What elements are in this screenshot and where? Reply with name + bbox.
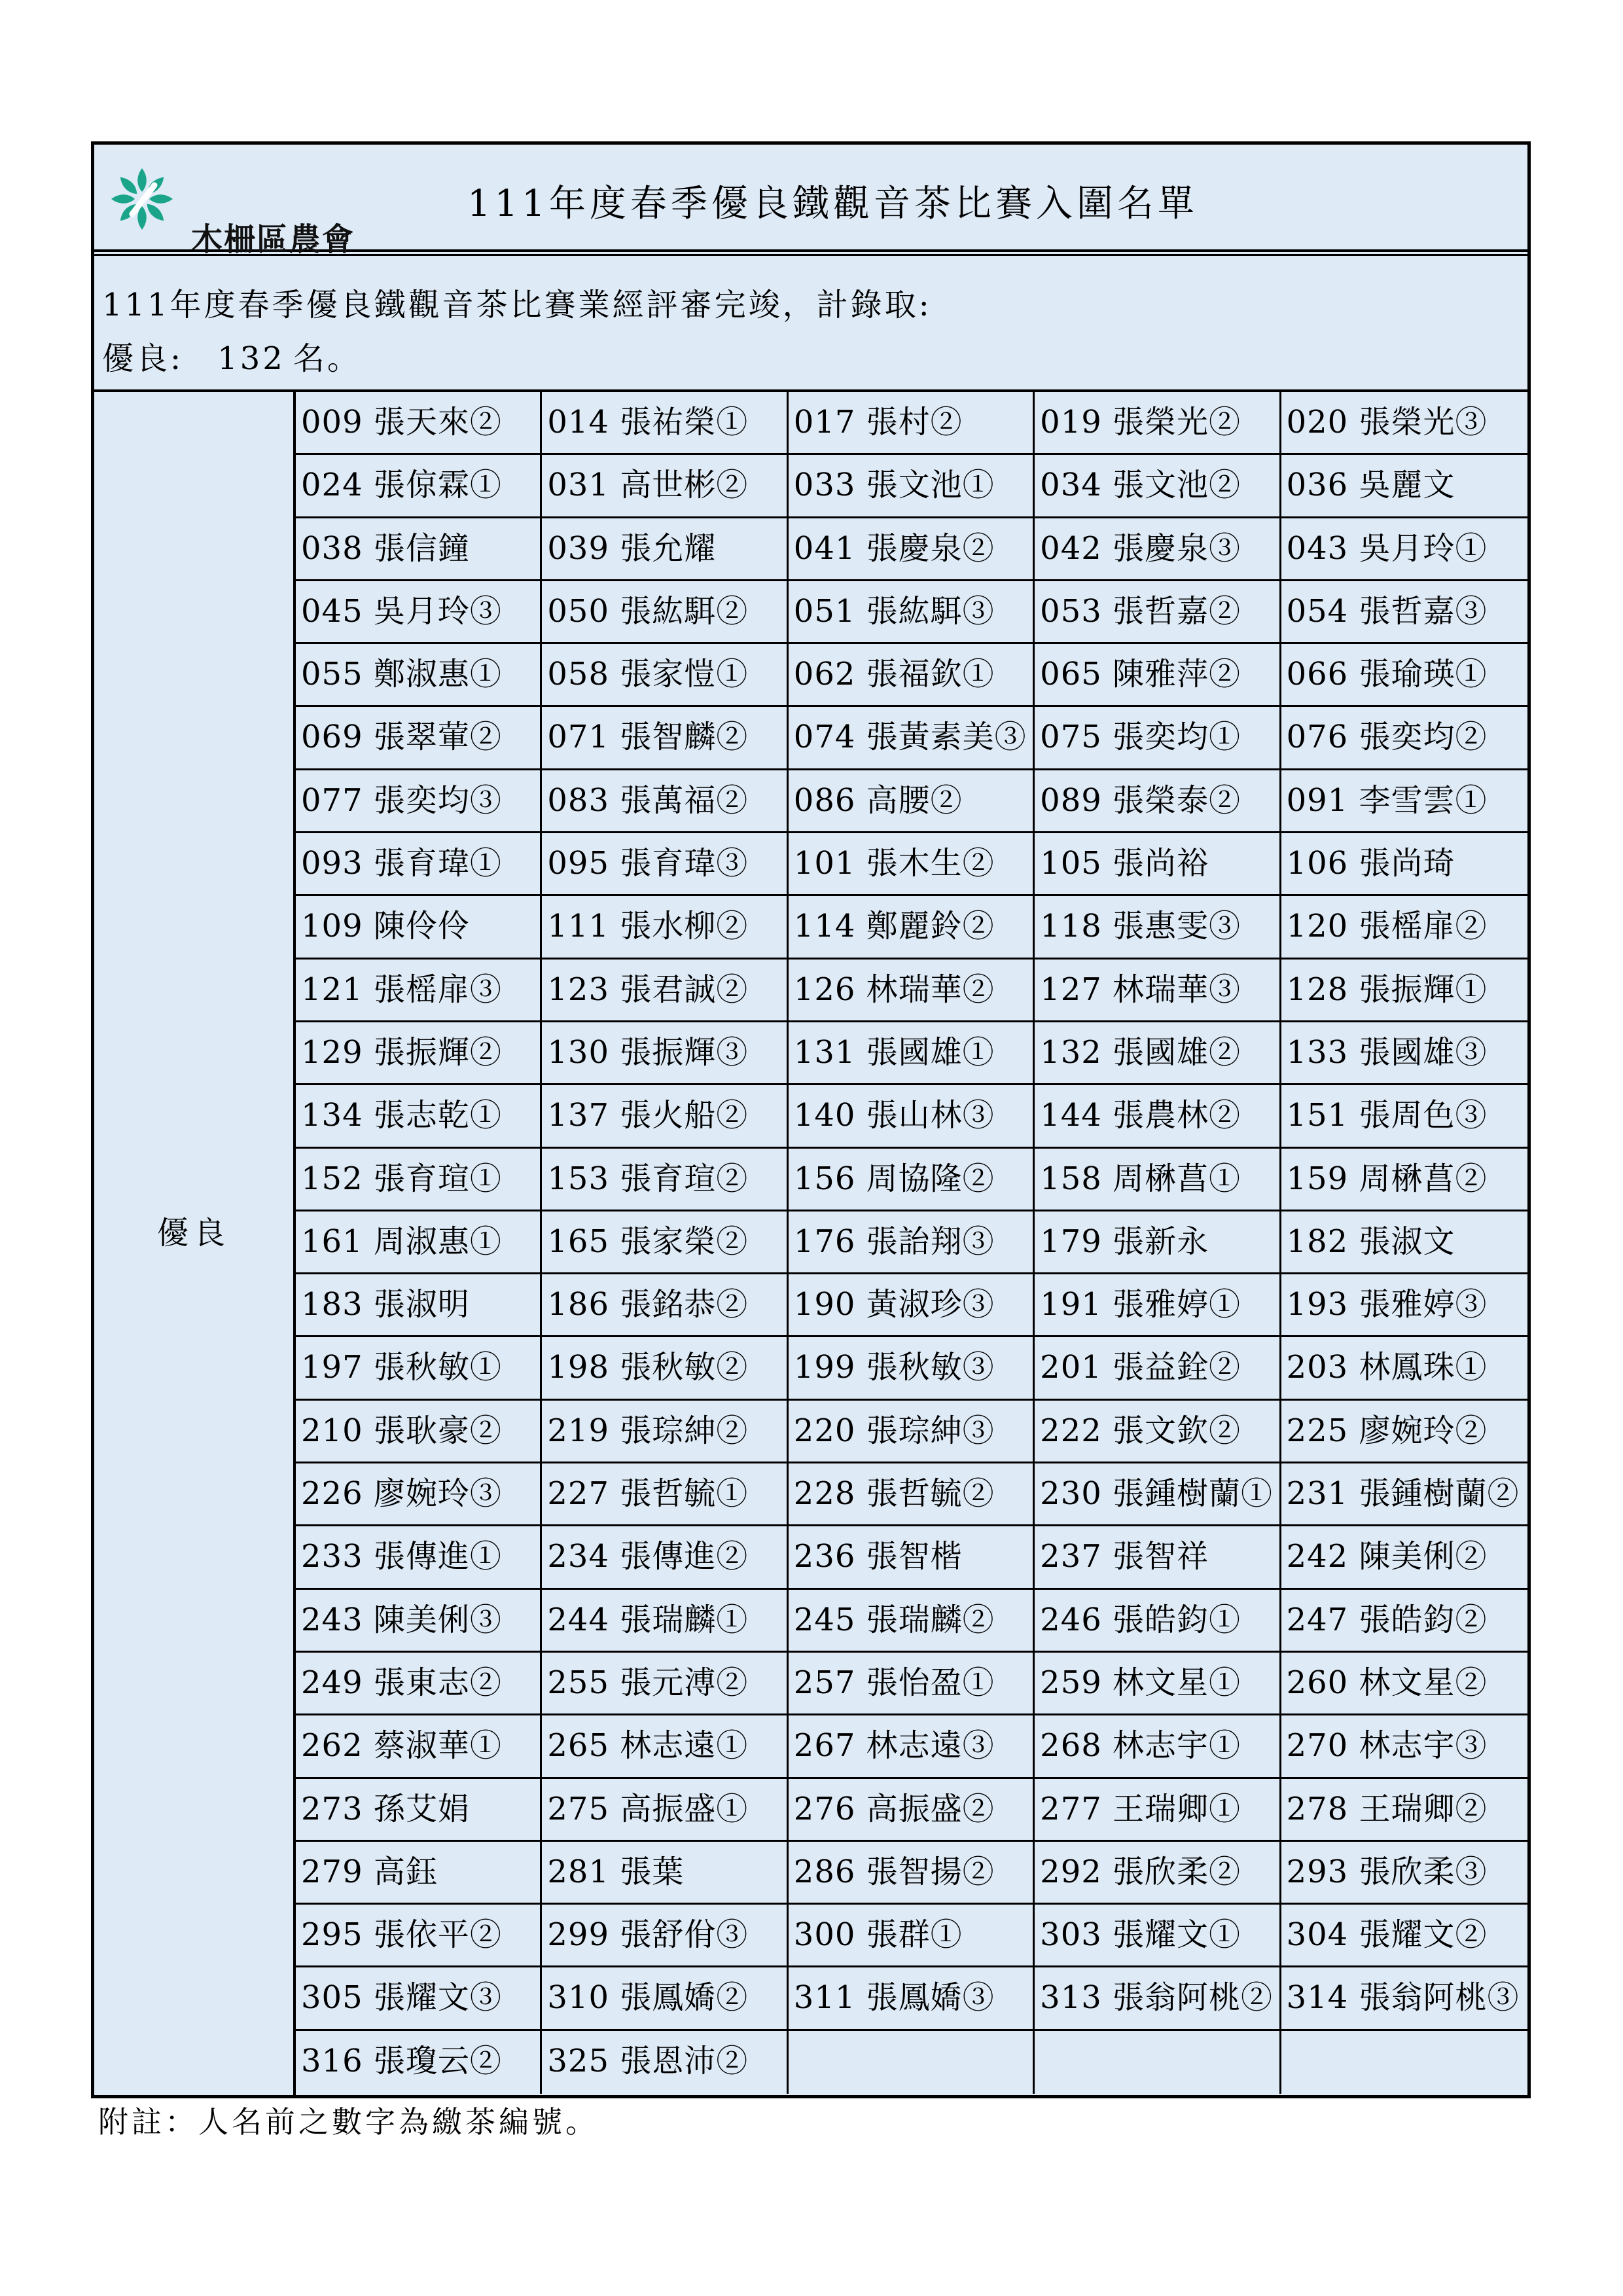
table-row xyxy=(296,896,1527,959)
entry-cell xyxy=(1281,2031,1527,2094)
entry-cell: 017 張村② xyxy=(789,392,1035,453)
table-row xyxy=(296,1779,1527,1842)
entry-cell: 219 張琮紳② xyxy=(542,1401,788,1462)
entry-cell: 293 張欣柔③ xyxy=(1286,1853,1488,1890)
entry-cell: 045 吳月玲③ xyxy=(296,581,542,642)
award-summary xyxy=(102,333,361,378)
entry-cell: 176 張詒翔③ xyxy=(789,1211,1035,1272)
table-row xyxy=(296,2031,1527,2094)
entry-cell: 121 張榣扉③ xyxy=(296,960,542,1020)
entry-cell: 279 高鈺 xyxy=(296,1842,542,1903)
table-row xyxy=(296,960,1527,1022)
entry-cell: 077 張奕均③ xyxy=(296,770,542,831)
intro-section xyxy=(94,256,1527,392)
table-row xyxy=(296,1211,1527,1274)
entry-cell: 198 張秋敏② xyxy=(542,1337,788,1398)
entry-cell: 106 張尚琦 xyxy=(1286,845,1455,882)
entry-cell: 118 張惠雯③ xyxy=(1035,896,1281,957)
entry-cell: 305 張耀文③ xyxy=(296,1967,542,2028)
entry-cell: 158 周楙菖① xyxy=(1035,1149,1281,1210)
entry-cell: 019 張榮光② xyxy=(1035,392,1281,453)
entry-cell: 259 林文星① xyxy=(1035,1653,1281,1713)
entry-cell: 062 張福欽① xyxy=(789,644,1035,705)
entry-cell: 153 張育瑄② xyxy=(542,1149,788,1210)
entry-cell: 201 張益銓② xyxy=(1035,1337,1281,1398)
table-header xyxy=(94,145,1527,258)
entry-cell: 086 高腰② xyxy=(789,770,1035,831)
table-row xyxy=(296,1401,1527,1463)
entry-cell: 036 吳麗文 xyxy=(1286,467,1455,504)
entry-cell: 276 高振盛② xyxy=(789,1779,1035,1840)
entry-cell: 197 張秋敏① xyxy=(296,1337,542,1398)
farmers-association-logo-icon xyxy=(106,163,178,235)
entry-cell: 314 張翁阿桃③ xyxy=(1286,1979,1520,2017)
entry-cell: 144 張農林② xyxy=(1035,1085,1281,1146)
table-row xyxy=(296,1842,1527,1905)
entry-cell: 043 吳月玲① xyxy=(1286,529,1488,567)
entry-cell: 058 張家愷① xyxy=(542,644,788,705)
entry-cell: 033 張文池① xyxy=(789,455,1035,516)
entry-cell: 179 張新永 xyxy=(1035,1211,1281,1272)
entry-cell: 267 林志遠③ xyxy=(789,1715,1035,1776)
entry-cell: 226 廖婉玲③ xyxy=(296,1463,542,1524)
entry-cell: 054 張哲嘉③ xyxy=(1286,592,1488,630)
entry-cell: 210 張耿豪② xyxy=(296,1401,542,1462)
entry-cell: 050 張紘駬② xyxy=(542,581,788,642)
entry-cell: 053 張哲嘉② xyxy=(1035,581,1281,642)
entry-cell: 031 高世彬② xyxy=(542,455,788,516)
entry-cell: 131 張國雄① xyxy=(789,1022,1035,1083)
entry-cell: 020 張榮光③ xyxy=(1286,404,1488,440)
table-row xyxy=(296,770,1527,833)
entry-cell: 129 張振輝② xyxy=(296,1022,542,1083)
entry-cell: 244 張瑞麟① xyxy=(542,1590,788,1651)
entry-cell: 089 張榮泰② xyxy=(1035,770,1281,831)
table-row xyxy=(296,1715,1527,1778)
entry-cell: 182 張淑文 xyxy=(1286,1223,1455,1260)
grade-prefix: 優良: xyxy=(102,340,184,377)
entry-cell: 133 張國雄③ xyxy=(1286,1033,1488,1071)
table-row xyxy=(296,833,1527,896)
entry-cell: 083 張萬福② xyxy=(542,770,788,831)
award-count: 132 xyxy=(217,340,285,377)
entry-cell: 227 張哲毓① xyxy=(542,1463,788,1524)
entry-cell: 137 張火船② xyxy=(542,1085,788,1146)
entry-cell: 193 張雅婷③ xyxy=(1286,1286,1488,1323)
entry-cell: 127 林瑞華③ xyxy=(1035,960,1281,1020)
entry-cell: 101 張木生② xyxy=(789,833,1035,894)
table-row xyxy=(296,1022,1527,1085)
organization-name: 木柵區農會 xyxy=(191,221,355,258)
entry-cell: 237 張智祥 xyxy=(1035,1526,1281,1587)
entry-cell: 245 張瑞麟② xyxy=(789,1590,1035,1651)
entry-cell: 066 張瑜瑛① xyxy=(1286,656,1488,693)
entry-cell: 255 張元溥② xyxy=(542,1653,788,1713)
entry-cell: 111 張水柳② xyxy=(542,896,788,957)
table-row xyxy=(296,1526,1527,1589)
table-row xyxy=(296,392,1527,455)
entry-cell: 310 張鳳嬌② xyxy=(542,1967,788,2028)
entry-cell: 183 張淑明 xyxy=(296,1274,542,1335)
grade-column xyxy=(94,392,296,2095)
organization-logo xyxy=(106,163,368,258)
entry-cell: 262 蔡淑華① xyxy=(296,1715,542,1776)
entry-cell: 268 林志宇① xyxy=(1035,1715,1281,1776)
entry-cell: 225 廖婉玲② xyxy=(1286,1412,1488,1449)
entry-cell: 114 鄭麗鈴② xyxy=(789,896,1035,957)
entry-cell: 246 張皓鈞① xyxy=(1035,1590,1281,1651)
entry-cell: 093 張育瑋① xyxy=(296,833,542,894)
entry-cell: 039 張允耀 xyxy=(542,518,788,579)
entry-cell: 130 張振輝③ xyxy=(542,1022,788,1083)
entry-cell: 265 林志遠① xyxy=(542,1715,788,1776)
table-row xyxy=(296,1905,1527,1967)
entry-cell: 128 張振輝① xyxy=(1286,971,1488,1008)
entry-cell: 140 張山林③ xyxy=(789,1085,1035,1146)
entry-cell: 203 林鳳珠① xyxy=(1286,1349,1488,1386)
entry-cell: 132 張國雄② xyxy=(1035,1022,1281,1083)
entry-cell: 134 張志乾① xyxy=(296,1085,542,1146)
entry-cell: 260 林文星② xyxy=(1286,1664,1488,1701)
entry-cell: 041 張慶泉② xyxy=(789,518,1035,579)
entry-cell: 230 張鍾樹蘭① xyxy=(1035,1463,1281,1524)
entry-cell: 009 張天來② xyxy=(296,392,542,453)
entry-cell: 186 張銘恭② xyxy=(542,1274,788,1335)
entry-cell: 076 張奕均② xyxy=(1286,719,1488,756)
entry-cell: 069 張翠葷② xyxy=(296,707,542,768)
entry-cell: 042 張慶泉③ xyxy=(1035,518,1281,579)
entry-cell: 190 黃淑珍③ xyxy=(789,1274,1035,1335)
table-row xyxy=(296,518,1527,581)
results-table xyxy=(91,141,1531,2098)
entry-cell: 161 周淑惠① xyxy=(296,1211,542,1272)
entry-cell: 199 張秋敏③ xyxy=(789,1337,1035,1398)
entry-cell: 304 張耀文② xyxy=(1286,1916,1488,1954)
entry-cell: 313 張翁阿桃② xyxy=(1035,1967,1281,2028)
entry-cell: 156 周協隆② xyxy=(789,1149,1035,1210)
entry-cell: 151 張周色③ xyxy=(1286,1097,1488,1134)
entry-cell: 278 王瑞卿② xyxy=(1286,1790,1488,1827)
table-row xyxy=(296,644,1527,707)
grade-label: 優良 xyxy=(156,1215,230,1251)
entry-cell: 270 林志宇③ xyxy=(1286,1727,1488,1765)
entry-cell: 075 張奕均① xyxy=(1035,707,1281,768)
entry-cell: 233 張傳進① xyxy=(296,1526,542,1587)
entry-cell: 325 張恩沛② xyxy=(542,2031,788,2094)
count-suffix: 名。 xyxy=(293,340,361,377)
entry-cell: 222 張文欽② xyxy=(1035,1401,1281,1462)
table-row xyxy=(296,1967,1527,2030)
entry-cell: 014 張祐榮① xyxy=(542,392,788,453)
entry-cell: 249 張東志② xyxy=(296,1653,542,1713)
footnote: 附註：人名前之數字為繳茶編號。 xyxy=(98,2104,599,2140)
table-row xyxy=(296,1337,1527,1400)
table-row xyxy=(296,1274,1527,1337)
entry-cell: 247 張皓鈞② xyxy=(1286,1601,1488,1638)
entry-cell: 065 陳雅萍② xyxy=(1035,644,1281,705)
entry-cell: 292 張欣柔② xyxy=(1035,1842,1281,1903)
entry-cell: 295 張依平② xyxy=(296,1905,542,1965)
entry-cell: 231 張鍾樹蘭② xyxy=(1286,1475,1520,1513)
entry-cell: 273 孫艾娟 xyxy=(296,1779,542,1840)
entry-cell: 034 張文池② xyxy=(1035,455,1281,516)
entry-cell: 303 張耀文① xyxy=(1035,1905,1281,1965)
entry-cell: 123 張君誠② xyxy=(542,960,788,1020)
table-row xyxy=(296,1590,1527,1653)
entry-cell: 091 李雪雲① xyxy=(1286,781,1488,819)
entry-cell: 281 張葉 xyxy=(542,1842,788,1903)
entry-cell: 152 張育瑄① xyxy=(296,1149,542,1210)
entry-cell: 275 高振盛① xyxy=(542,1779,788,1840)
table-row xyxy=(296,707,1527,770)
entry-cell: 038 張信鐘 xyxy=(296,518,542,579)
table-row xyxy=(296,1149,1527,1211)
entry-cell: 228 張哲毓② xyxy=(789,1463,1035,1524)
entry-cell: 286 張智揚② xyxy=(789,1842,1035,1903)
entry-cell: 243 陳美俐③ xyxy=(296,1590,542,1651)
entry-cell: 234 張傳進② xyxy=(542,1526,788,1587)
entry-cell: 236 張智楷 xyxy=(789,1526,1035,1587)
intro-text: 111年度春季優良鐵觀音茶比賽業經評審完竣，計錄取: xyxy=(102,287,932,323)
page-title: 111年度春季優良鐵觀音茶比賽入圍名單 xyxy=(467,183,1198,225)
entry-cell: 300 張群① xyxy=(789,1905,1035,1965)
entry-cell: 105 張尚裕 xyxy=(1035,833,1281,894)
table-row xyxy=(296,581,1527,644)
entry-cell: 074 張黃素美③ xyxy=(789,707,1035,768)
table-row xyxy=(296,455,1527,518)
entry-cell: 316 張瓊云② xyxy=(296,2031,542,2094)
entry-cell: 299 張舒佾③ xyxy=(542,1905,788,1965)
entry-cell: 095 張育瑋③ xyxy=(542,833,788,894)
entry-cell xyxy=(1035,2031,1281,2094)
table-row xyxy=(296,1085,1527,1148)
entry-cell xyxy=(789,2031,1035,2094)
entry-cell: 242 陳美俐② xyxy=(1286,1538,1488,1575)
entry-cell: 191 張雅婷① xyxy=(1035,1274,1281,1335)
entry-cell: 165 張家榮② xyxy=(542,1211,788,1272)
table-row xyxy=(296,1653,1527,1715)
entries-grid xyxy=(296,392,1527,2094)
entry-cell: 126 林瑞華② xyxy=(789,960,1035,1020)
entry-cell: 071 張智麟② xyxy=(542,707,788,768)
entry-cell: 051 張紘駬③ xyxy=(789,581,1035,642)
entry-cell: 055 鄭淑惠① xyxy=(296,644,542,705)
entry-cell: 120 張榣扉② xyxy=(1286,908,1488,945)
entry-cell: 220 張琮紳③ xyxy=(789,1401,1035,1462)
table-row xyxy=(296,1463,1527,1526)
entry-cell: 311 張鳳嬌③ xyxy=(789,1967,1035,2028)
entry-cell: 277 王瑞卿① xyxy=(1035,1779,1281,1840)
entry-cell: 024 張倞霖① xyxy=(296,455,542,516)
entry-cell: 257 張怡盈① xyxy=(789,1653,1035,1713)
entry-cell: 109 陳伶伶 xyxy=(296,896,542,957)
entry-cell: 159 周楙菖② xyxy=(1286,1160,1488,1197)
